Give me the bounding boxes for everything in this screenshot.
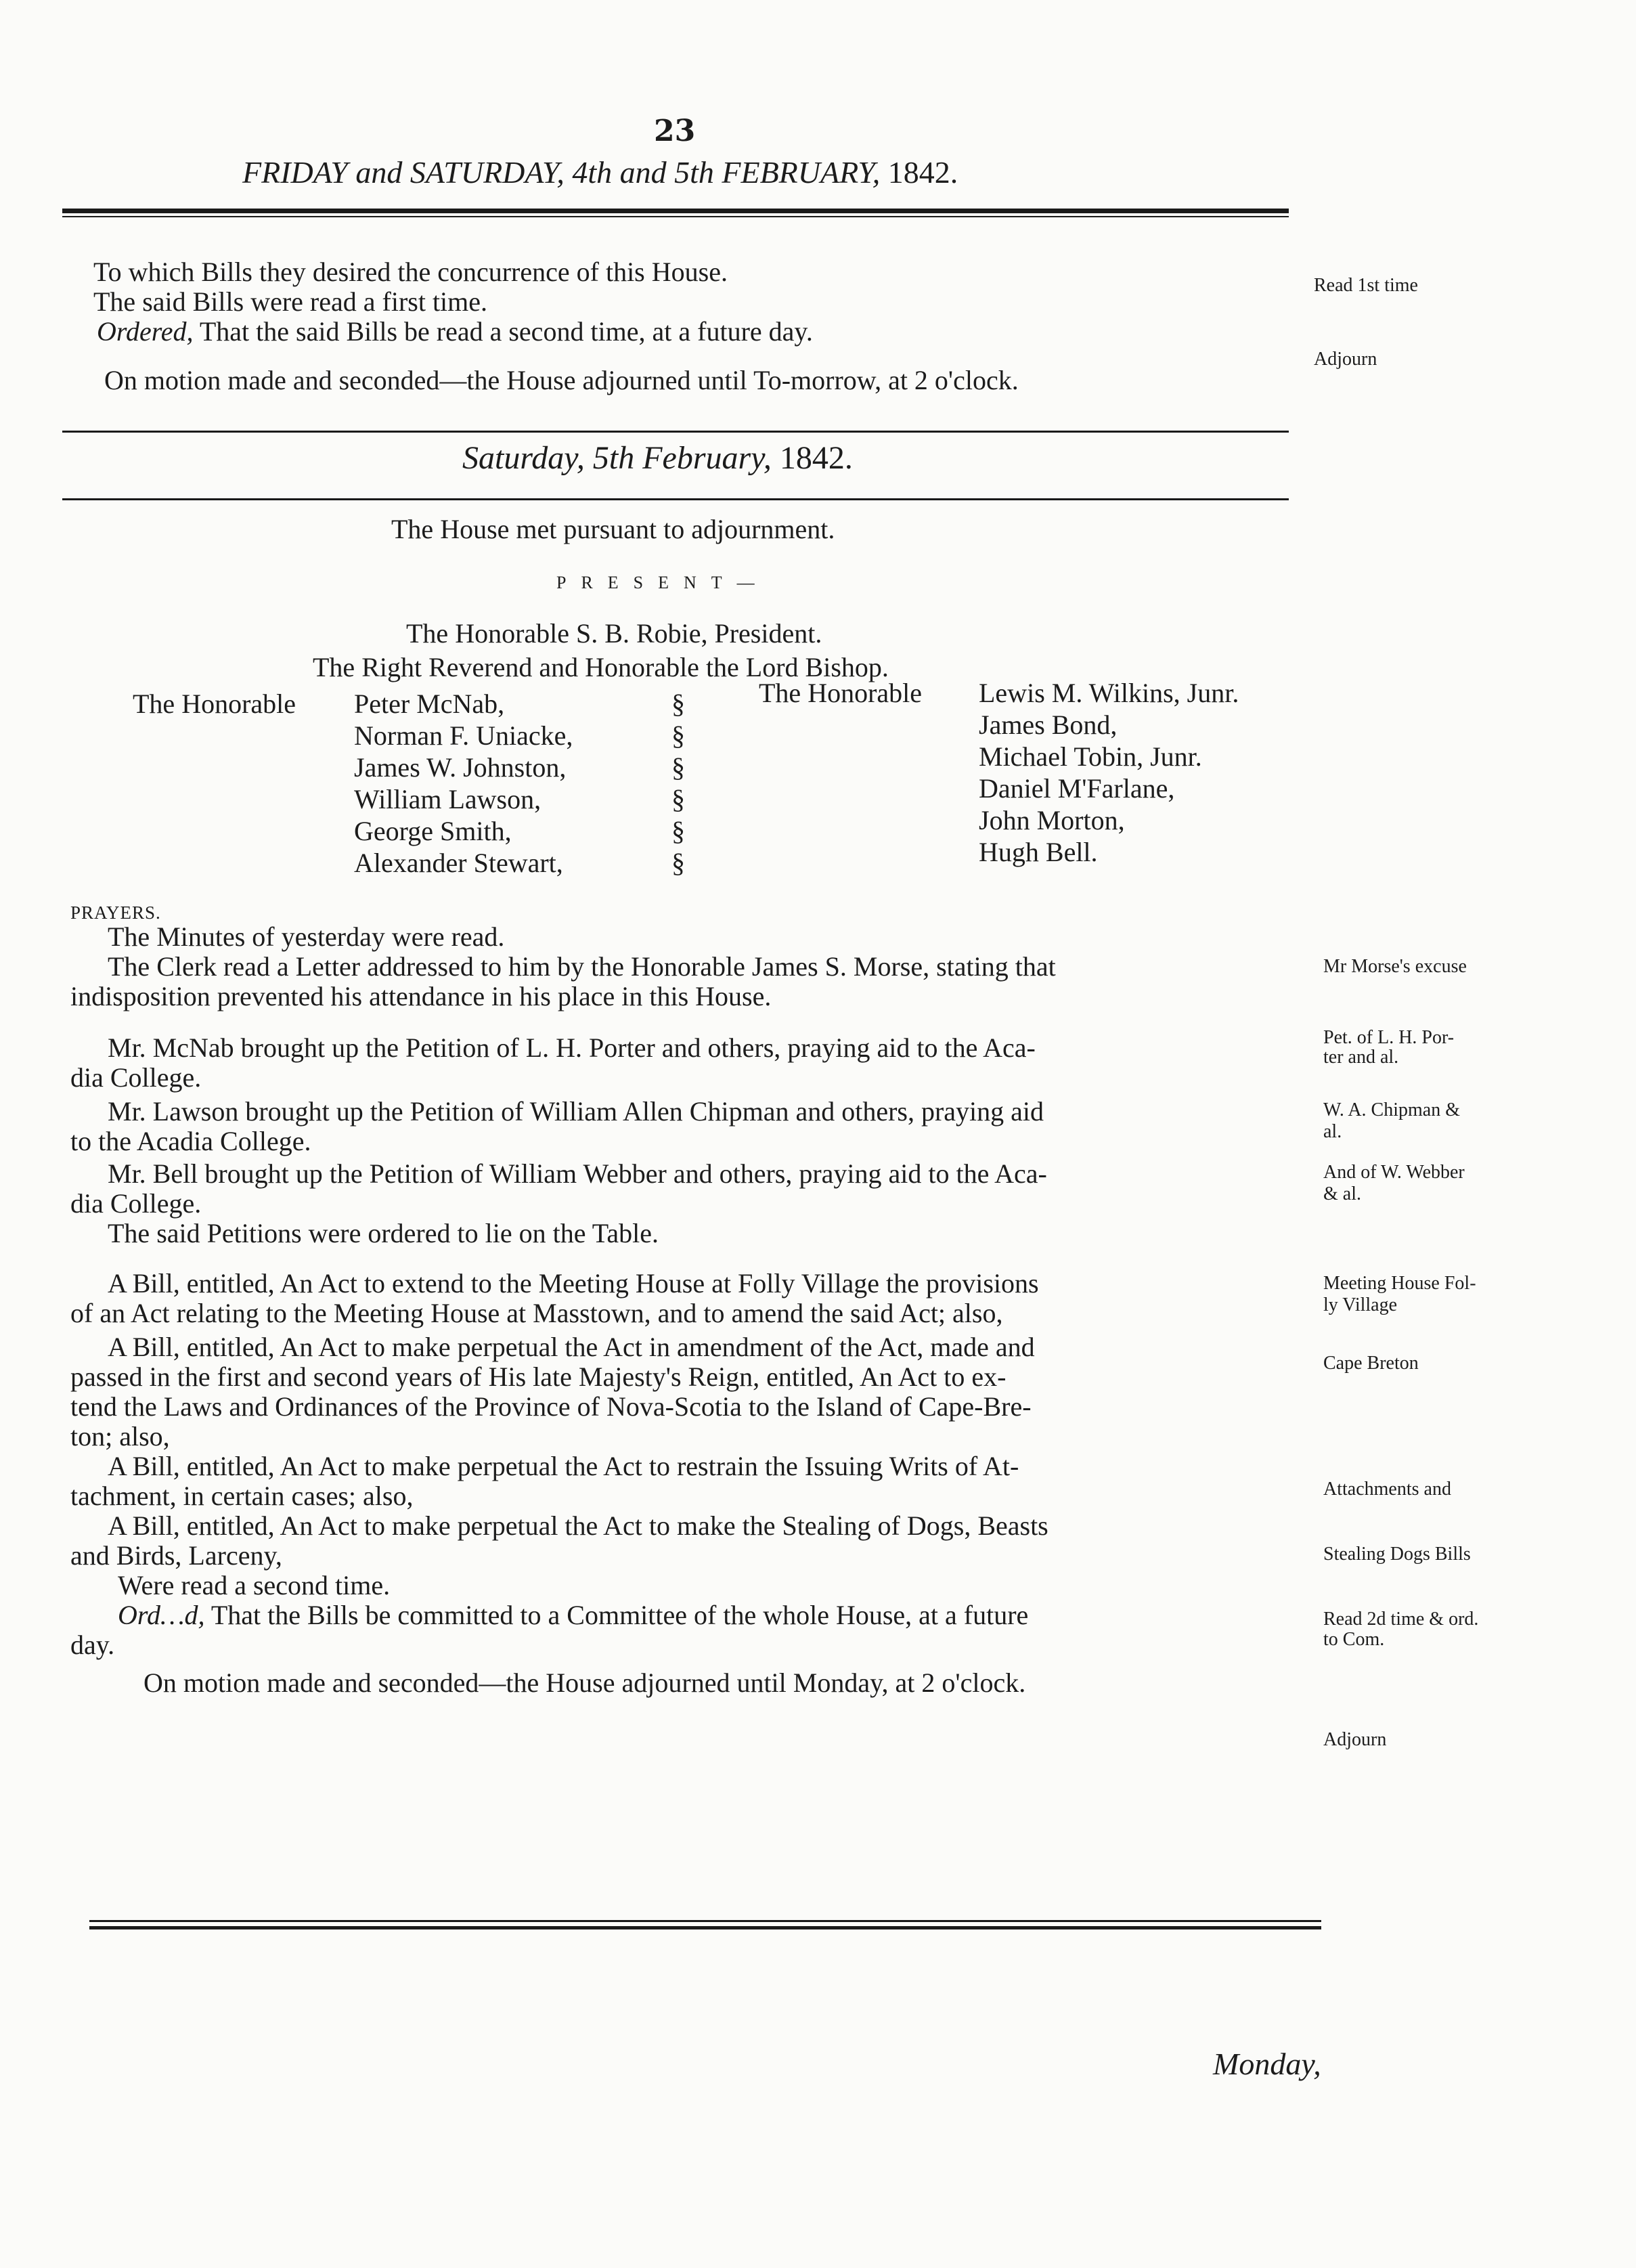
margin-note: And of W. Webber xyxy=(1323,1162,1465,1183)
proc-line: tend the Laws and Ordinances of the Province of Nova-Scotia to the Island of Cape-Bre- xyxy=(70,1391,1032,1422)
header-rule-thick xyxy=(62,209,1289,213)
friday-adjourn: On motion made and seconded—the House adjourned until To-morrow, at 2 o'clock. xyxy=(104,365,1019,395)
proc-line: Were read a second time. xyxy=(118,1570,391,1600)
member-name: Alexander Stewart, xyxy=(354,848,563,878)
proc-line: Mr. Bell brought up the Petition of William Webber and others, praying aid to the Aca- xyxy=(108,1158,1047,1189)
proc-line: The Clerk read a Letter addressed to him by the Honorable James S. Morse, stating that xyxy=(108,951,1056,982)
member-name: James W. Johnston, xyxy=(354,752,567,783)
proc-adjourn: On motion made and seconded—the House adjourned until Monday, at 2 o'clock. xyxy=(143,1667,1026,1698)
margin-note: Mr Morse's excuse xyxy=(1323,956,1467,977)
section-date-year: 1842. xyxy=(771,440,853,476)
margin-note: ter and al. xyxy=(1323,1047,1399,1068)
honorable-prefix-left: The Honorable xyxy=(133,689,296,719)
margin-note: W. A. Chipman & xyxy=(1323,1099,1460,1120)
president-line: The Honorable S. B. Robie, President. xyxy=(406,618,822,649)
proc-line: Mr. Lawson brought up the Petition of William Allen Chipman and others, praying aid xyxy=(108,1096,1044,1127)
members-left xyxy=(354,688,573,879)
section-date-text: Saturday, 5th February, xyxy=(462,440,772,476)
friday-ordered xyxy=(97,315,813,348)
margin-note: Cape Breton xyxy=(1323,1353,1419,1374)
friday-line-1: To which Bills they desired the concurrence of this House. xyxy=(93,257,728,287)
proc-line: Mr. McNab brought up the Petition of L. H. Porter and others, praying aid to the Aca- xyxy=(108,1032,1036,1063)
member-name: Hugh Bell. xyxy=(979,837,1098,867)
prayers-heading: PRAYERS. xyxy=(70,902,161,923)
member-name: Daniel M'Farlane, xyxy=(979,773,1175,804)
section-sign: § xyxy=(671,689,685,719)
proc-line: dia College. xyxy=(70,1188,202,1219)
proc-line: The said Petitions were ordered to lie on the Table. xyxy=(108,1218,659,1248)
proc-line: dia College. xyxy=(70,1062,202,1093)
page-title-text: FRIDAY and SATURDAY, 4th and 5th FEBRUARY, xyxy=(242,155,881,190)
present-heading: PRESENT— xyxy=(556,573,770,592)
margin-note: Meeting House Fol- xyxy=(1323,1273,1476,1294)
margin-note: Read 2d time & ord. xyxy=(1323,1609,1479,1630)
page-title xyxy=(242,154,958,190)
proc-line: indisposition prevented his attendance in his place in this House. xyxy=(70,981,772,1011)
page-number: 23 xyxy=(654,114,696,148)
proc-line: to the Acadia College. xyxy=(70,1126,311,1156)
bishop-line: The Right Reverend and Honorable the Lord Bishop. xyxy=(313,652,889,682)
margin-note: Attachments and xyxy=(1323,1479,1451,1500)
margin-note: Adjourn xyxy=(1323,1729,1387,1750)
member-name: James Bond, xyxy=(979,710,1118,740)
margin-note: al. xyxy=(1323,1121,1342,1142)
proc-line: ton; also, xyxy=(70,1421,170,1452)
catchword: Monday, xyxy=(1213,2047,1321,2081)
section-sign-column xyxy=(671,688,685,879)
ordered-word: Ordered, xyxy=(97,316,194,347)
proc-line: A Bill, entitled, An Act to make perpetual the Act in amendment of the Act, made and xyxy=(108,1332,1035,1362)
proc-line: tachment, in certain cases; also, xyxy=(70,1481,414,1511)
ordered-word: Ord…d, xyxy=(118,1600,205,1630)
closing-rule-thin xyxy=(89,1920,1321,1922)
proc-line: The Minutes of yesterday were read. xyxy=(108,921,505,952)
proc-ordered xyxy=(118,1599,1028,1632)
page-title-year: 1842. xyxy=(880,155,958,190)
proc-line: and Birds, Larceny, xyxy=(70,1540,282,1571)
section-sign: § xyxy=(671,848,685,878)
member-name: John Morton, xyxy=(979,805,1125,835)
margin-note: ly Village xyxy=(1323,1294,1398,1315)
member-name: George Smith, xyxy=(354,816,512,846)
proc-line: A Bill, entitled, An Act to make perpetual the Act to restrain the Issuing Writs of At- xyxy=(108,1451,1019,1481)
section-sign: § xyxy=(671,816,685,846)
margin-note: Read 1st time xyxy=(1314,275,1418,296)
proc-line: passed in the first and second years of His late Majesty's Reign, entitled, An Act to ex- xyxy=(70,1361,1007,1392)
closing-rule-thick xyxy=(89,1926,1321,1929)
margin-note: & al. xyxy=(1323,1183,1361,1204)
member-name: William Lawson, xyxy=(354,784,541,814)
member-name: Michael Tobin, Junr. xyxy=(979,741,1202,772)
header-rule-thin xyxy=(62,216,1289,217)
section-sign: § xyxy=(671,720,685,751)
member-name: Norman F. Uniacke, xyxy=(354,720,573,751)
house-met: The House met pursuant to adjournment. xyxy=(391,514,835,544)
proc-line: day. xyxy=(70,1630,115,1660)
members-right xyxy=(979,677,1239,868)
friday-line-2: The said Bills were read a first time. xyxy=(93,286,488,317)
divider-rule xyxy=(62,431,1289,433)
margin-note: Stealing Dogs Bills xyxy=(1323,1544,1471,1565)
proc-line: A Bill, entitled, An Act to make perpetual the Act to make the Stealing of Dogs, Beasts xyxy=(108,1510,1048,1541)
margin-note: Adjourn xyxy=(1314,349,1377,370)
section-sign: § xyxy=(671,752,685,783)
proc-line: A Bill, entitled, An Act to extend to the Meeting House at Folly Village the provisions xyxy=(108,1268,1039,1299)
member-name: Peter McNab, xyxy=(354,689,505,719)
section-sign: § xyxy=(671,784,685,814)
ordered-text: That the Bills be committed to a Committee of the whole House, at a future xyxy=(204,1600,1029,1630)
margin-note: Pet. of L. H. Por- xyxy=(1323,1027,1455,1048)
member-name: Lewis M. Wilkins, Junr. xyxy=(979,678,1239,708)
margin-note: to Com. xyxy=(1323,1629,1385,1650)
ordered-text: That the said Bills be read a second time, at a future day. xyxy=(193,316,813,347)
divider-rule xyxy=(62,498,1289,500)
honorable-prefix-right: The Honorable xyxy=(759,678,923,708)
proc-line: of an Act relating to the Meeting House at Masstown, and to amend the said Act; also, xyxy=(70,1298,1003,1328)
section-date xyxy=(462,441,853,475)
